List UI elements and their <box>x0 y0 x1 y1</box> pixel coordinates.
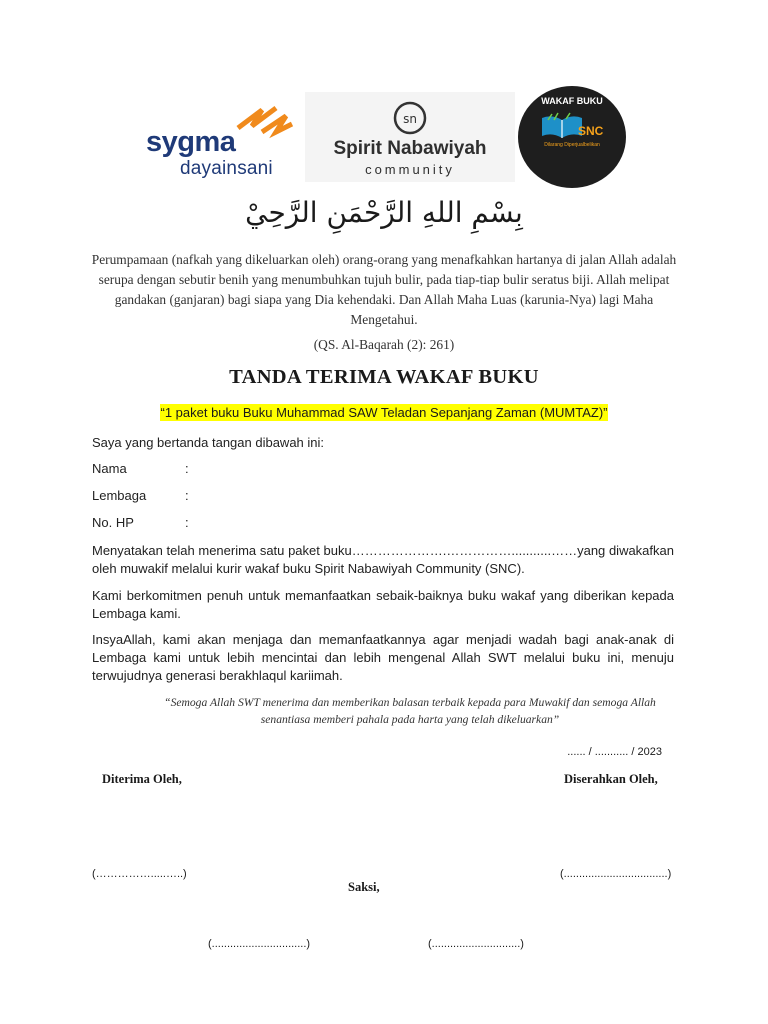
received-by-label: Diterima Oleh, <box>102 772 182 786</box>
hope-paragraph: InsyaAllah, kami akan menjaga dan memanfaatkannya agar menjadi wadah bagi anak-anak di Lembaga kami untuk lebih mencintai dan lebih mengenal Allah SWT melalui buku ini, menuju terwujudnya generasi berakhlaqul kariimah. <box>92 632 674 683</box>
snc-wordmark: Spirit Nabawiyah <box>333 138 487 159</box>
statement-paragraph: Menyatakan telah menerima satu paket buku………………….……………...........……yang diwakafkan oleh muwakif melalui kurir wakaf buku Spirit Nabawiyah Community (SNC). <box>92 543 674 576</box>
badge-title: WAKAF BUKU <box>541 96 603 106</box>
signature-line-giver: (..................................) <box>560 868 672 880</box>
field-label-no-hp: No. HP <box>92 515 134 530</box>
sygma-wordmark: sygma <box>146 126 236 158</box>
signature-line-receiver: (…………….....…..) <box>92 868 187 880</box>
dayainsani-wordmark: dayainsani <box>180 158 273 179</box>
quran-quote: Perumpamaan (nafkah yang dikeluarkan oleh) orang-orang yang menafkahkan hartanya di jalan Allah adalah serupa dengan sebutir benih yang menumbuhkan tujuh bulir, pada tiap-tiap bulir seratus biji. Allah melipat gandakan (ganjaran) bagi siapa yang Dia kehendaki. Dan Allah Maha Luas (karunia-Nya) lagi Maha Mengetahui. <box>91 252 677 327</box>
svg-text:sn: sn <box>403 112 417 126</box>
badge-snc-label: SNC <box>578 124 604 138</box>
snc-circle-icon <box>392 100 428 136</box>
basmala: بِسْمِ اللهِ الرَّحْمَنِ الرَّحِيْ <box>245 196 523 229</box>
commitment-paragraph: Kami berkomitmen penuh untuk memanfaatkan sebaik-baiknya buku wakaf yang diberikan kepada Lembaga kami. <box>92 588 674 621</box>
wakaf-buku-badge <box>518 86 626 188</box>
sygma-bolt-icon <box>232 102 296 152</box>
logo-strip <box>140 84 630 188</box>
signature-line-witness-2: (.............................) <box>428 938 524 950</box>
field-colon-lembaga: : <box>185 488 189 503</box>
signature-line-witness-1: (...............................) <box>208 938 311 950</box>
handed-by-label: Diserahkan Oleh, <box>564 772 658 786</box>
spirit-nabawiyah-logo <box>305 92 515 182</box>
field-colon-nama: : <box>185 461 189 476</box>
intro-text: Saya yang bertanda tangan dibawah ini: <box>92 435 325 450</box>
witness-label: Saksi, <box>348 880 380 894</box>
quote-reference: (QS. Al-Baqarah (2): 261) <box>313 337 455 352</box>
subtitle-line <box>0 404 768 422</box>
snc-tagline: community <box>365 162 455 177</box>
prayer-text: “Semoga Allah SWT menerima dan memberikan balasan terbaik kepada para Muwakif dan semoga Allah senantiasa memberi pahala pada harta yang telah dikeluarkan” <box>164 696 656 726</box>
field-label-nama: Nama <box>92 461 127 476</box>
book-package-subtitle: “1 paket buku Buku Muhammad SAW Teladan Sepanjang Zaman (MUMTAZ)” <box>160 405 608 420</box>
field-label-lembaga: Lembaga <box>92 488 147 503</box>
date-line: ...... / ........... / 2023 <box>567 746 662 758</box>
field-colon-no-hp: : <box>185 515 189 530</box>
badge-subtext: Dilarang Diperjualbelikan <box>544 142 600 148</box>
document-title: TANDA TERIMA WAKAF BUKU <box>229 366 539 388</box>
sygma-logo <box>146 94 296 180</box>
